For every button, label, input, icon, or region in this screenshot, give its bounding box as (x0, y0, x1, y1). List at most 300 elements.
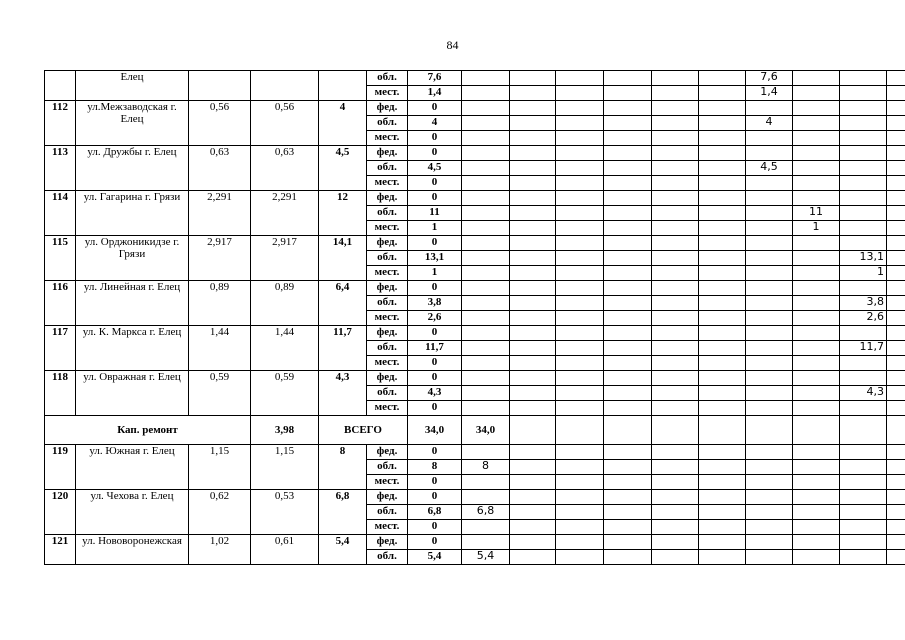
length-repair: 1,15 (251, 445, 319, 490)
year-cell (699, 341, 746, 356)
fund-amount: 4,3 (408, 386, 462, 401)
fund-amount: 11 (408, 206, 462, 221)
year-cell (556, 550, 604, 565)
year-cell (793, 490, 840, 505)
year-cell (699, 281, 746, 296)
year-cell (604, 371, 652, 386)
year-cell (604, 475, 652, 490)
fund-source: фед. (367, 281, 408, 296)
year-2020-value (462, 116, 510, 131)
year-cell (556, 520, 604, 535)
year-cell (699, 371, 746, 386)
year-cell (510, 520, 556, 535)
length-total: 1,44 (189, 326, 251, 371)
year-cell (840, 71, 887, 86)
fund-source: обл. (367, 116, 408, 131)
year-cell (746, 146, 793, 161)
year-cell (652, 296, 699, 311)
road-name: ул. Орджоникидзе г. Грязи (76, 236, 189, 281)
year-cell (887, 505, 905, 520)
year-cell (793, 146, 840, 161)
year-cell (793, 520, 840, 535)
year-cell: 4 (746, 116, 793, 131)
year-cell (699, 386, 746, 401)
year-cell (604, 221, 652, 236)
year-cell (510, 101, 556, 116)
year-cell (604, 86, 652, 101)
year-cell (887, 191, 905, 206)
year-cell (699, 266, 746, 281)
section-total-label: ВСЕГО (319, 416, 408, 445)
fund-source: обл. (367, 251, 408, 266)
year-cell (652, 475, 699, 490)
year-cell (652, 460, 699, 475)
year-cell (556, 460, 604, 475)
year-cell: 3,8 (840, 296, 887, 311)
length-total (189, 71, 251, 101)
fund-amount: 0 (408, 191, 462, 206)
row-number: 112 (45, 101, 76, 146)
year-cell (510, 505, 556, 520)
year-cell (699, 520, 746, 535)
year-cell (556, 401, 604, 416)
year-cell (840, 520, 887, 535)
fund-source: обл. (367, 460, 408, 475)
year-cell (510, 460, 556, 475)
year-cell (510, 475, 556, 490)
year-cell (510, 191, 556, 206)
fund-source: мест. (367, 520, 408, 535)
year-cell (840, 191, 887, 206)
length-total: 0,62 (189, 490, 251, 535)
table-row (45, 445, 905, 460)
fund-amount: 0 (408, 490, 462, 505)
year-cell (887, 71, 905, 86)
year-cell (793, 445, 840, 460)
year-cell (510, 445, 556, 460)
cost-total: 5,4 (319, 535, 367, 565)
section-row (45, 416, 905, 445)
length-total: 1,15 (189, 445, 251, 490)
year-cell (510, 176, 556, 191)
fund-amount: 0 (408, 281, 462, 296)
year-cell (840, 206, 887, 221)
year-cell (793, 116, 840, 131)
year-cell (604, 341, 652, 356)
year-cell (510, 266, 556, 281)
year-cell (652, 71, 699, 86)
year-2020-value (462, 191, 510, 206)
year-cell (510, 371, 556, 386)
year-cell (746, 535, 793, 550)
year-cell (556, 341, 604, 356)
year-cell (746, 221, 793, 236)
road-name: ул. Нововоронежская (76, 535, 189, 565)
year-cell (699, 311, 746, 326)
year-cell (840, 326, 887, 341)
year-cell (887, 266, 905, 281)
year-cell (887, 131, 905, 146)
fund-amount: 0 (408, 475, 462, 490)
page-number: 84 (446, 38, 459, 52)
length-repair: 0,61 (251, 535, 319, 565)
road-name: ул. Гагарина г. Грязи (76, 191, 189, 236)
year-2020-value (462, 101, 510, 116)
fund-source: мест. (367, 401, 408, 416)
year-cell (699, 326, 746, 341)
year-cell (746, 520, 793, 535)
table-row (45, 71, 905, 86)
year-cell (510, 535, 556, 550)
year-cell (746, 475, 793, 490)
year-cell (604, 445, 652, 460)
length-repair: 1,44 (251, 326, 319, 371)
fund-source: мест. (367, 221, 408, 236)
fund-amount: 1 (408, 221, 462, 236)
year-cell (746, 266, 793, 281)
year-cell (604, 116, 652, 131)
cost-total: 14,1 (319, 236, 367, 281)
year-cell (699, 206, 746, 221)
year-cell (887, 326, 905, 341)
year-cell (652, 445, 699, 460)
year-cell (887, 146, 905, 161)
year-cell (652, 236, 699, 251)
year-cell: 11 (793, 206, 840, 221)
year-cell (840, 146, 887, 161)
year-cell: 1 (840, 266, 887, 281)
year-cell (746, 251, 793, 266)
year-cell (604, 326, 652, 341)
section-title: Кап. ремонт (45, 416, 251, 445)
year-2020-value (462, 176, 510, 191)
year-cell (887, 535, 905, 550)
cost-total: 11,7 (319, 326, 367, 371)
year-cell (510, 71, 556, 86)
year-cell (510, 386, 556, 401)
fund-source: мест. (367, 356, 408, 371)
year-cell (887, 386, 905, 401)
year-cell (556, 416, 604, 445)
table-row (45, 281, 905, 296)
year-cell (746, 341, 793, 356)
year-cell (840, 161, 887, 176)
year-2020-value (462, 86, 510, 101)
year-cell (510, 356, 556, 371)
length-total: 0,63 (189, 146, 251, 191)
year-cell (746, 101, 793, 116)
year-cell (887, 206, 905, 221)
year-cell (604, 535, 652, 550)
year-cell (652, 341, 699, 356)
year-cell (652, 251, 699, 266)
year-cell (604, 161, 652, 176)
year-2020-value (462, 146, 510, 161)
fund-amount: 8 (408, 460, 462, 475)
year-cell (793, 550, 840, 565)
length-repair: 2,291 (251, 191, 319, 236)
year-cell (887, 116, 905, 131)
year-cell (556, 131, 604, 146)
year-cell (887, 176, 905, 191)
year-cell (556, 445, 604, 460)
year-cell (840, 475, 887, 490)
fund-source: фед. (367, 445, 408, 460)
year-cell (652, 221, 699, 236)
year-cell (793, 535, 840, 550)
length-repair: 0,53 (251, 490, 319, 535)
row-number: 115 (45, 236, 76, 281)
fund-source: фед. (367, 371, 408, 386)
year-cell (604, 236, 652, 251)
year-2020-value (462, 71, 510, 86)
year-cell: 13,1 (840, 251, 887, 266)
road-name: ул. К. Маркса г. Елец (76, 326, 189, 371)
year-cell (746, 490, 793, 505)
fund-source: обл. (367, 386, 408, 401)
year-cell (793, 296, 840, 311)
year-cell (652, 416, 699, 445)
fund-amount: 4,5 (408, 161, 462, 176)
year-cell: 4,3 (840, 386, 887, 401)
year-cell: 1 (793, 221, 840, 236)
year-cell (840, 535, 887, 550)
year-2020-value (462, 266, 510, 281)
year-2020-value (462, 221, 510, 236)
year-cell (510, 251, 556, 266)
length-total: 0,56 (189, 101, 251, 146)
year-cell (887, 296, 905, 311)
year-cell (793, 176, 840, 191)
year-cell (556, 221, 604, 236)
cost-total: 6,8 (319, 490, 367, 535)
year-cell (840, 221, 887, 236)
year-cell (887, 236, 905, 251)
year-2020-value (462, 371, 510, 386)
year-2020-value (462, 311, 510, 326)
fund-amount: 1,4 (408, 86, 462, 101)
table-body (45, 71, 905, 565)
table-row (45, 101, 905, 116)
year-cell (887, 341, 905, 356)
cost-total: 4 (319, 101, 367, 146)
year-cell (793, 401, 840, 416)
year-cell (887, 356, 905, 371)
fund-source: фед. (367, 191, 408, 206)
year-cell: 1,4 (746, 86, 793, 101)
year-cell (840, 356, 887, 371)
year-cell (604, 311, 652, 326)
year-cell (604, 296, 652, 311)
year-cell (652, 101, 699, 116)
year-cell (556, 101, 604, 116)
fund-source: мест. (367, 131, 408, 146)
year-cell (652, 116, 699, 131)
year-cell (699, 101, 746, 116)
fund-source: мест. (367, 86, 408, 101)
row-number: 120 (45, 490, 76, 535)
year-cell (652, 161, 699, 176)
year-cell (840, 236, 887, 251)
year-cell (793, 266, 840, 281)
table-row (45, 146, 905, 161)
year-2020-value (462, 520, 510, 535)
fund-amount: 1 (408, 266, 462, 281)
year-cell (510, 206, 556, 221)
road-name: ул. Чехова г. Елец (76, 490, 189, 535)
year-cell (840, 401, 887, 416)
year-2020-value (462, 401, 510, 416)
year-cell (510, 341, 556, 356)
year-cell (604, 490, 652, 505)
year-2020-value (462, 296, 510, 311)
year-cell (556, 176, 604, 191)
fund-source: обл. (367, 206, 408, 221)
fund-amount: 0 (408, 401, 462, 416)
year-cell (556, 490, 604, 505)
year-cell (604, 251, 652, 266)
year-cell (887, 445, 905, 460)
year-cell (793, 191, 840, 206)
year-cell (604, 266, 652, 281)
fund-amount: 2,6 (408, 311, 462, 326)
year-cell (793, 475, 840, 490)
year-cell (793, 131, 840, 146)
year-cell (699, 460, 746, 475)
fund-amount: 4 (408, 116, 462, 131)
year-cell (510, 221, 556, 236)
year-cell (699, 550, 746, 565)
year-cell (746, 356, 793, 371)
fund-amount: 7,6 (408, 71, 462, 86)
year-cell (699, 505, 746, 520)
fund-source: обл. (367, 341, 408, 356)
row-number: 117 (45, 326, 76, 371)
year-cell (699, 490, 746, 505)
year-cell (652, 131, 699, 146)
year-2020-value (462, 490, 510, 505)
year-2020-value (462, 386, 510, 401)
year-2020-value (462, 356, 510, 371)
year-cell (604, 206, 652, 221)
year-cell (793, 101, 840, 116)
year-cell (746, 401, 793, 416)
fund-source: мест. (367, 311, 408, 326)
year-cell: 11,7 (840, 341, 887, 356)
year-cell (840, 281, 887, 296)
fund-source: мест. (367, 266, 408, 281)
year-cell (556, 71, 604, 86)
cost-total: 6,4 (319, 281, 367, 326)
cost-total: 12 (319, 191, 367, 236)
year-cell (652, 326, 699, 341)
year-cell (556, 296, 604, 311)
year-cell (556, 535, 604, 550)
row-number: 114 (45, 191, 76, 236)
year-cell (510, 281, 556, 296)
fund-source: обл. (367, 550, 408, 565)
fund-source: фед. (367, 326, 408, 341)
fund-amount: 0 (408, 236, 462, 251)
year-cell (746, 131, 793, 146)
year-cell (840, 86, 887, 101)
year-cell (556, 146, 604, 161)
fund-amount: 11,7 (408, 341, 462, 356)
year-cell (510, 326, 556, 341)
year-cell (510, 416, 556, 445)
year-cell (556, 505, 604, 520)
year-cell (699, 86, 746, 101)
table-row (45, 236, 905, 251)
year-cell (840, 131, 887, 146)
year-cell (604, 131, 652, 146)
year-cell (840, 445, 887, 460)
year-cell (887, 550, 905, 565)
year-cell (746, 386, 793, 401)
year-cell (887, 490, 905, 505)
year-2020-value (462, 161, 510, 176)
year-cell (699, 71, 746, 86)
year-cell (840, 371, 887, 386)
year-cell (746, 296, 793, 311)
year-cell (840, 550, 887, 565)
year-cell (604, 386, 652, 401)
year-cell (793, 71, 840, 86)
year-cell (699, 236, 746, 251)
year-cell (556, 251, 604, 266)
cost-total (319, 71, 367, 101)
length-total: 2,291 (189, 191, 251, 236)
year-2020-value (462, 341, 510, 356)
year-cell (699, 401, 746, 416)
fund-amount: 6,8 (408, 505, 462, 520)
year-cell (887, 86, 905, 101)
year-cell (746, 445, 793, 460)
row-number: 121 (45, 535, 76, 565)
year-cell (510, 131, 556, 146)
year-cell (556, 386, 604, 401)
table-row (45, 490, 905, 505)
year-cell (652, 356, 699, 371)
year-cell (840, 490, 887, 505)
year-cell (840, 101, 887, 116)
year-cell (604, 101, 652, 116)
year-cell (604, 460, 652, 475)
year-cell (887, 401, 905, 416)
year-cell (652, 281, 699, 296)
cost-total: 4,3 (319, 371, 367, 416)
fund-amount: 0 (408, 445, 462, 460)
year-cell (556, 281, 604, 296)
year-cell (887, 371, 905, 386)
year-2020-value: 5,4 (462, 550, 510, 565)
year-cell (652, 266, 699, 281)
table-row (45, 535, 905, 550)
length-repair: 0,63 (251, 146, 319, 191)
fund-source: мест. (367, 475, 408, 490)
fund-amount: 0 (408, 176, 462, 191)
length-total: 0,89 (189, 281, 251, 326)
year-cell (652, 191, 699, 206)
year-cell (510, 311, 556, 326)
fund-amount: 3,8 (408, 296, 462, 311)
year-cell (746, 371, 793, 386)
year-cell (699, 416, 746, 445)
year-cell (556, 356, 604, 371)
year-cell (746, 206, 793, 221)
fund-source: фед. (367, 535, 408, 550)
road-name: Елец (76, 71, 189, 101)
